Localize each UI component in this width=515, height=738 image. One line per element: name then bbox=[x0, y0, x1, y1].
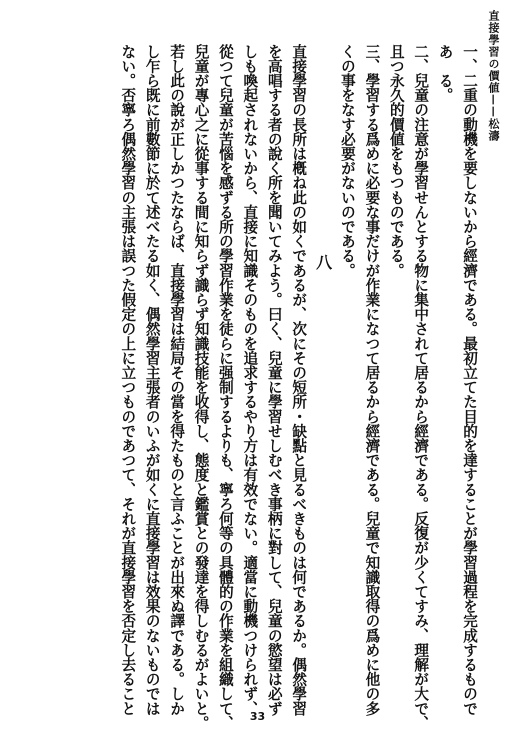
list-item-1-line-2: あ る。 bbox=[436, 44, 454, 103]
paragraph-line: 若し此の說が正しかつたならば、直接學習は結局その當を得たものと言ふことが出來ぬ譯である。しか bbox=[168, 44, 186, 716]
paragraph-line: し乍ら既に前數節に於て述べたる如く、偶然學習主張者のいふが如くに直接學習は效果のないものでは bbox=[143, 44, 161, 716]
paragraph-line: 從つて兒童が苦惱を感ずる所の學習作業を徒らに强制するよりも、寧ろ何等の具體的の作業を組織して、 bbox=[216, 44, 234, 731]
section-number: 八 bbox=[313, 254, 333, 272]
list-item-2-line-1: 二、兒童の注意が學習せんとする物に集中されて居るから經濟である。反復が少くてすみ、理解が大で、 bbox=[412, 44, 430, 731]
list-item-3-line-1: 三、學習する爲めに必要な事だけが作業になつて居るから經濟である。兒童で知識取得の爲めに他の多 bbox=[363, 44, 381, 716]
paragraph-line: ない。否寧ろ偶然學習の主張は誤つた假定の上に立つものであつて、それが直接學習を否定し去ること bbox=[119, 44, 137, 716]
page-number: 33 bbox=[249, 710, 266, 723]
paragraph-line: を高唱する者の說く所を聞いてみよう。曰く、兒童に學習せしむべき事柄に對して、兒童の慾望は必ず bbox=[265, 44, 283, 716]
list-item-2-line-2: 且つ永久的價値をもつものである。 bbox=[387, 44, 405, 278]
paragraph-line: しも喚起されないから、直接に知識そのものを追求するやり方は有效でない。適當に動機つけられず、 bbox=[241, 44, 259, 716]
running-header: 直接學習の價値——松濤 bbox=[487, 10, 500, 142]
paragraph-line: 直接學習の長所は槪ね此の如くであるが、次にその短所・缺點と見るべきものは何であるか。偶然學習 bbox=[290, 44, 308, 716]
paragraph-line: 兒童が專心之に從事する間に知らず識らず知識技能を收得し、態度と鑑賞との發達を得しむるがよいと。 bbox=[192, 44, 210, 731]
list-item-3-line-2: くの事をなす必要がないのである。 bbox=[338, 44, 356, 278]
list-item-1-line-1: 一、二重の動機を要しないから經濟である。最初立てた目的を達することが學習過程を完成するもので bbox=[461, 44, 478, 716]
